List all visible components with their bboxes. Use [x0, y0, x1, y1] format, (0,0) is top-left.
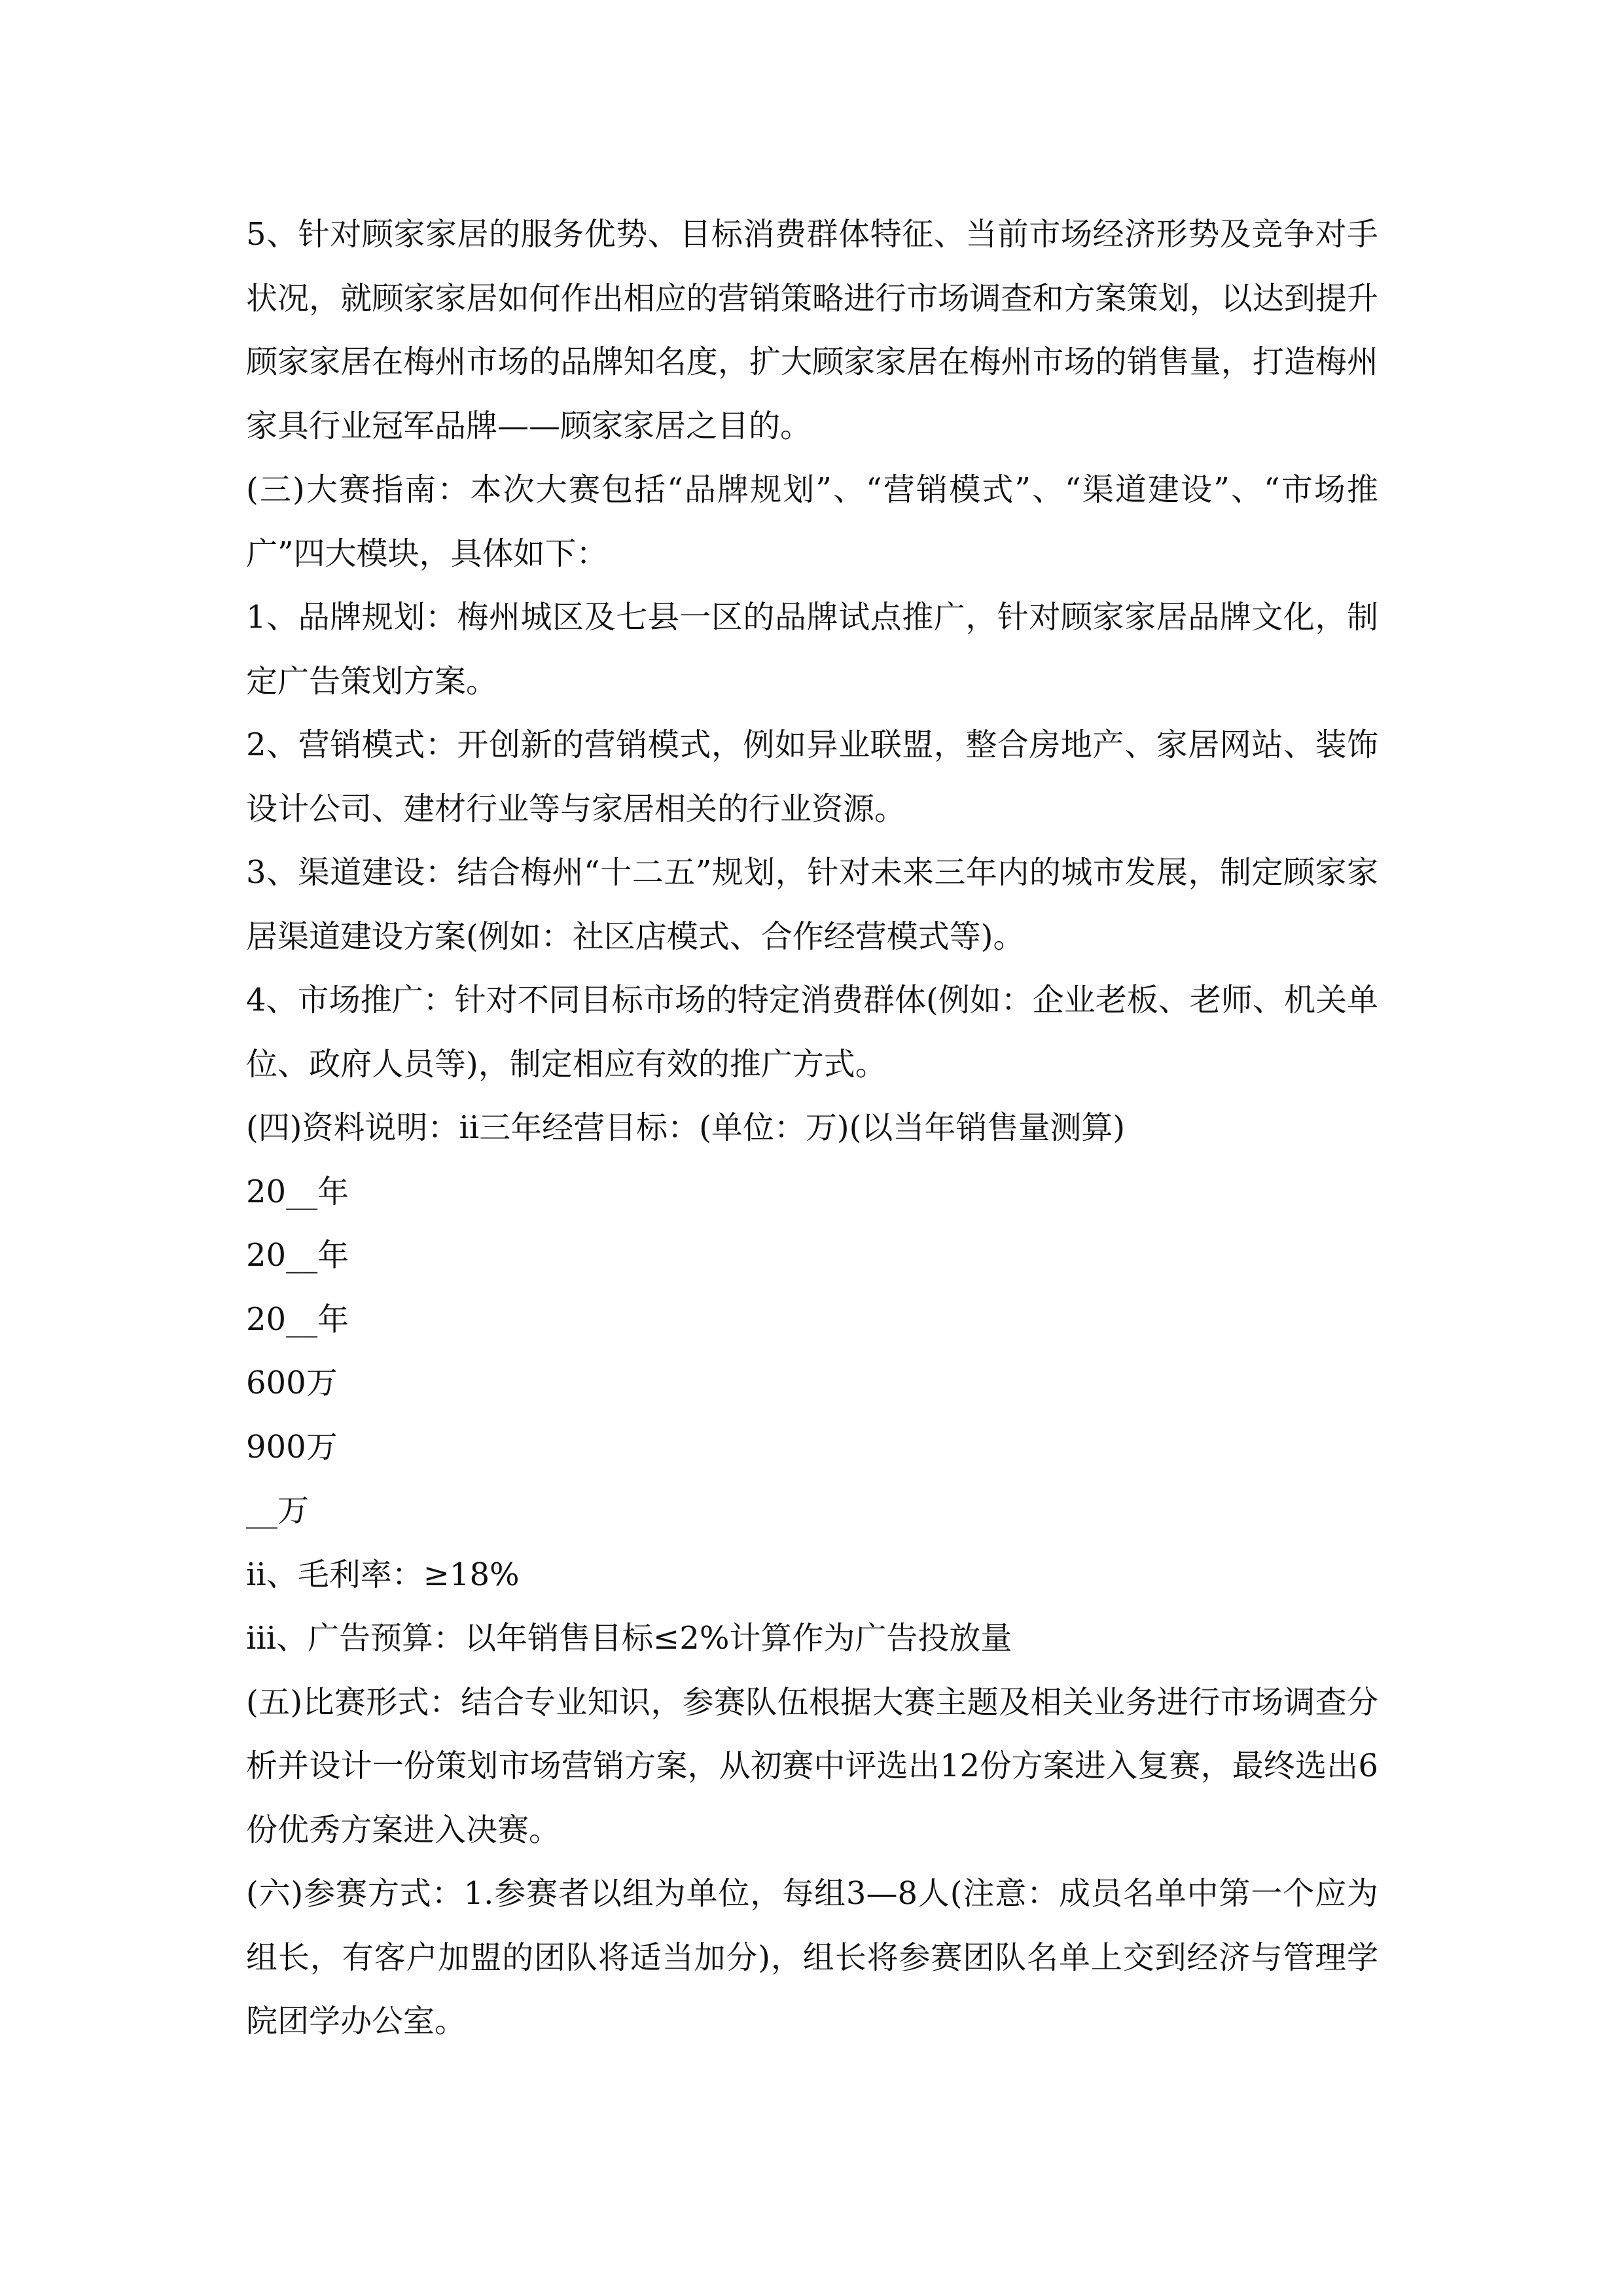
paragraph-market-promotion: 4、市场推广：针对不同目标市场的特定消费群体(例如：企业老板、老师、机关单位、政府人员等)，制定相应有效的推广方式。: [246, 982, 1378, 1083]
paragraph-materials: (四)资料说明：ⅱ三年经营目标：(单位：万)(以当年销售量测算): [246, 1109, 1126, 1146]
paragraph-goal: 5、针对顾家家居的服务优势、目标消费群体特征、当前市场经济形势及竞争对手状况，就顾家家居如何作出相应的营销策略进行市场调查和方案策划，以达到提升顾家家居在梅州市场的品牌知名度，扩大顾家家居在梅州市场的销售量，打造梅州家具行业冠军品牌——顾家家居之目的。: [246, 216, 1378, 444]
paragraph-participation: (六)参赛方式：1.参赛者以组为单位，每组3—8人(注意：成员名单中第一个应为组长，有客户加盟的团队将适当加分)，组长将参赛团队名单上交到经济与管理学院团学办公室。: [246, 1875, 1378, 2039]
paragraph-marketing-mode: 2、营销模式：开创新的营销模式，例如异业联盟，整合房地产、家居网站、装饰设计公司、建材行业等与家居相关的行业资源。: [246, 726, 1378, 827]
paragraph-channel-building: 3、渠道建设：结合梅州“十二五”规划，针对未来三年内的城市发展，制定顾家家居渠道建设方案(例如：社区店模式、合作经营模式等)。: [246, 854, 1378, 955]
list-item-year-1: 20__年: [246, 1173, 349, 1210]
list-item-target-3: __万: [246, 1492, 310, 1529]
paragraph-competition-format: (五)比赛形式：结合专业知识，参赛队伍根据大赛主题及相关业务进行市场调查分析并设计一份策划市场营销方案，从初赛中评选出12份方案进入复赛，最终选出6份优秀方案进入决赛。: [246, 1683, 1378, 1848]
list-item-target-1: 600万: [246, 1365, 338, 1401]
paragraph-brand-planning: 1、品牌规划：梅州城区及七县一区的品牌试点推广，针对顾家家居品牌文化，制定广告策划方案。: [246, 599, 1378, 700]
list-item-year-2: 20__年: [246, 1237, 349, 1274]
paragraph-ad-budget: ⅲ、广告预算：以年销售目标≤2%计算作为广告投放量: [246, 1620, 1012, 1657]
paragraph-gross-margin: ⅱ、毛利率：≥18%: [246, 1556, 520, 1593]
list-item-target-2: 900万: [246, 1428, 338, 1465]
paragraph-guide: (三)大赛指南：本次大赛包括“品牌规划”、“营销模式”、“渠道建设”、“市场推广”四大模块，具体如下：: [246, 471, 1378, 572]
list-item-year-3: 20__年: [246, 1300, 349, 1338]
document-body: [246, 203, 1378, 2054]
